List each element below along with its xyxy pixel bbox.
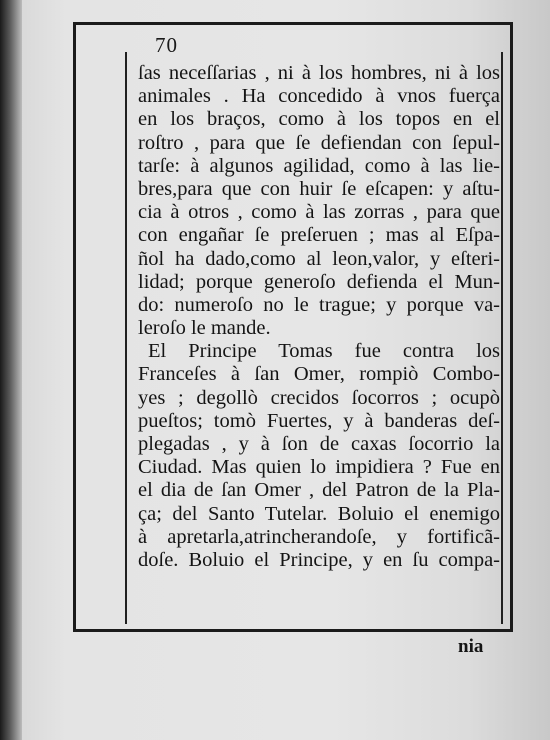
body-text: [138, 62, 500, 572]
text-line: à apretarla,atrincherandoſe, y fortificã-: [138, 525, 500, 548]
text-line: pueſtos; tomò Fuertes, y à banderas deſ-: [138, 409, 500, 432]
text-line: animales . Ha concedido à vnos fuerça: [138, 85, 500, 108]
text-line: bres,para que con huir ſe eſcapen: y aſtu-: [138, 177, 500, 200]
text-line: el dia de ſan Omer , del Patron de la Pla-: [138, 479, 500, 502]
text-line: ñol ha dado,como al leon,valor, y eſteri-: [138, 247, 500, 270]
catchword: nia: [458, 636, 484, 657]
text-line: lidad; porque generoſo defienda el Mun-: [138, 270, 500, 293]
paragraph-start-line: El Principe Tomas fue contra los: [148, 340, 500, 363]
text-line: Ciudad. Mas quien lo impidiera ? Fue en: [138, 456, 500, 479]
text-line: ſas neceſſarias , ni à los hombres, ni à los: [138, 62, 500, 84]
page-number: 70: [155, 33, 178, 57]
text-line: en los braços, como à los topos en el: [138, 108, 500, 131]
text-line: leroſo le mande.: [138, 317, 271, 340]
text-line: tarſe: à algunos agilidad, como à las lie-: [138, 154, 500, 177]
binding-gutter-shadow: [0, 0, 22, 740]
text-line: plegadas , y à ſon de caxas ſocorrio la: [138, 433, 500, 455]
text-line: Franceſes à ſan Omer, rompiò Combo-: [138, 363, 500, 386]
text-line: ça; del Santo Tutelar. Boluio el enemigo: [138, 502, 500, 525]
text-line: con engañar ſe preſeruen ; mas al Eſpa-: [138, 224, 500, 247]
text-line: do: numeroſo no le trague; y porque va-: [138, 293, 500, 316]
text-line: roſtro , para que ſe defiendan con ſepul-: [138, 131, 500, 154]
text-line: yes ; degollò crecidos ſocorros ; ocupò: [138, 386, 500, 409]
text-line: cia à otros , como à las zorras , para que: [138, 201, 500, 224]
text-line: doſe. Boluio el Principe, y en ſu compa-: [138, 548, 500, 571]
